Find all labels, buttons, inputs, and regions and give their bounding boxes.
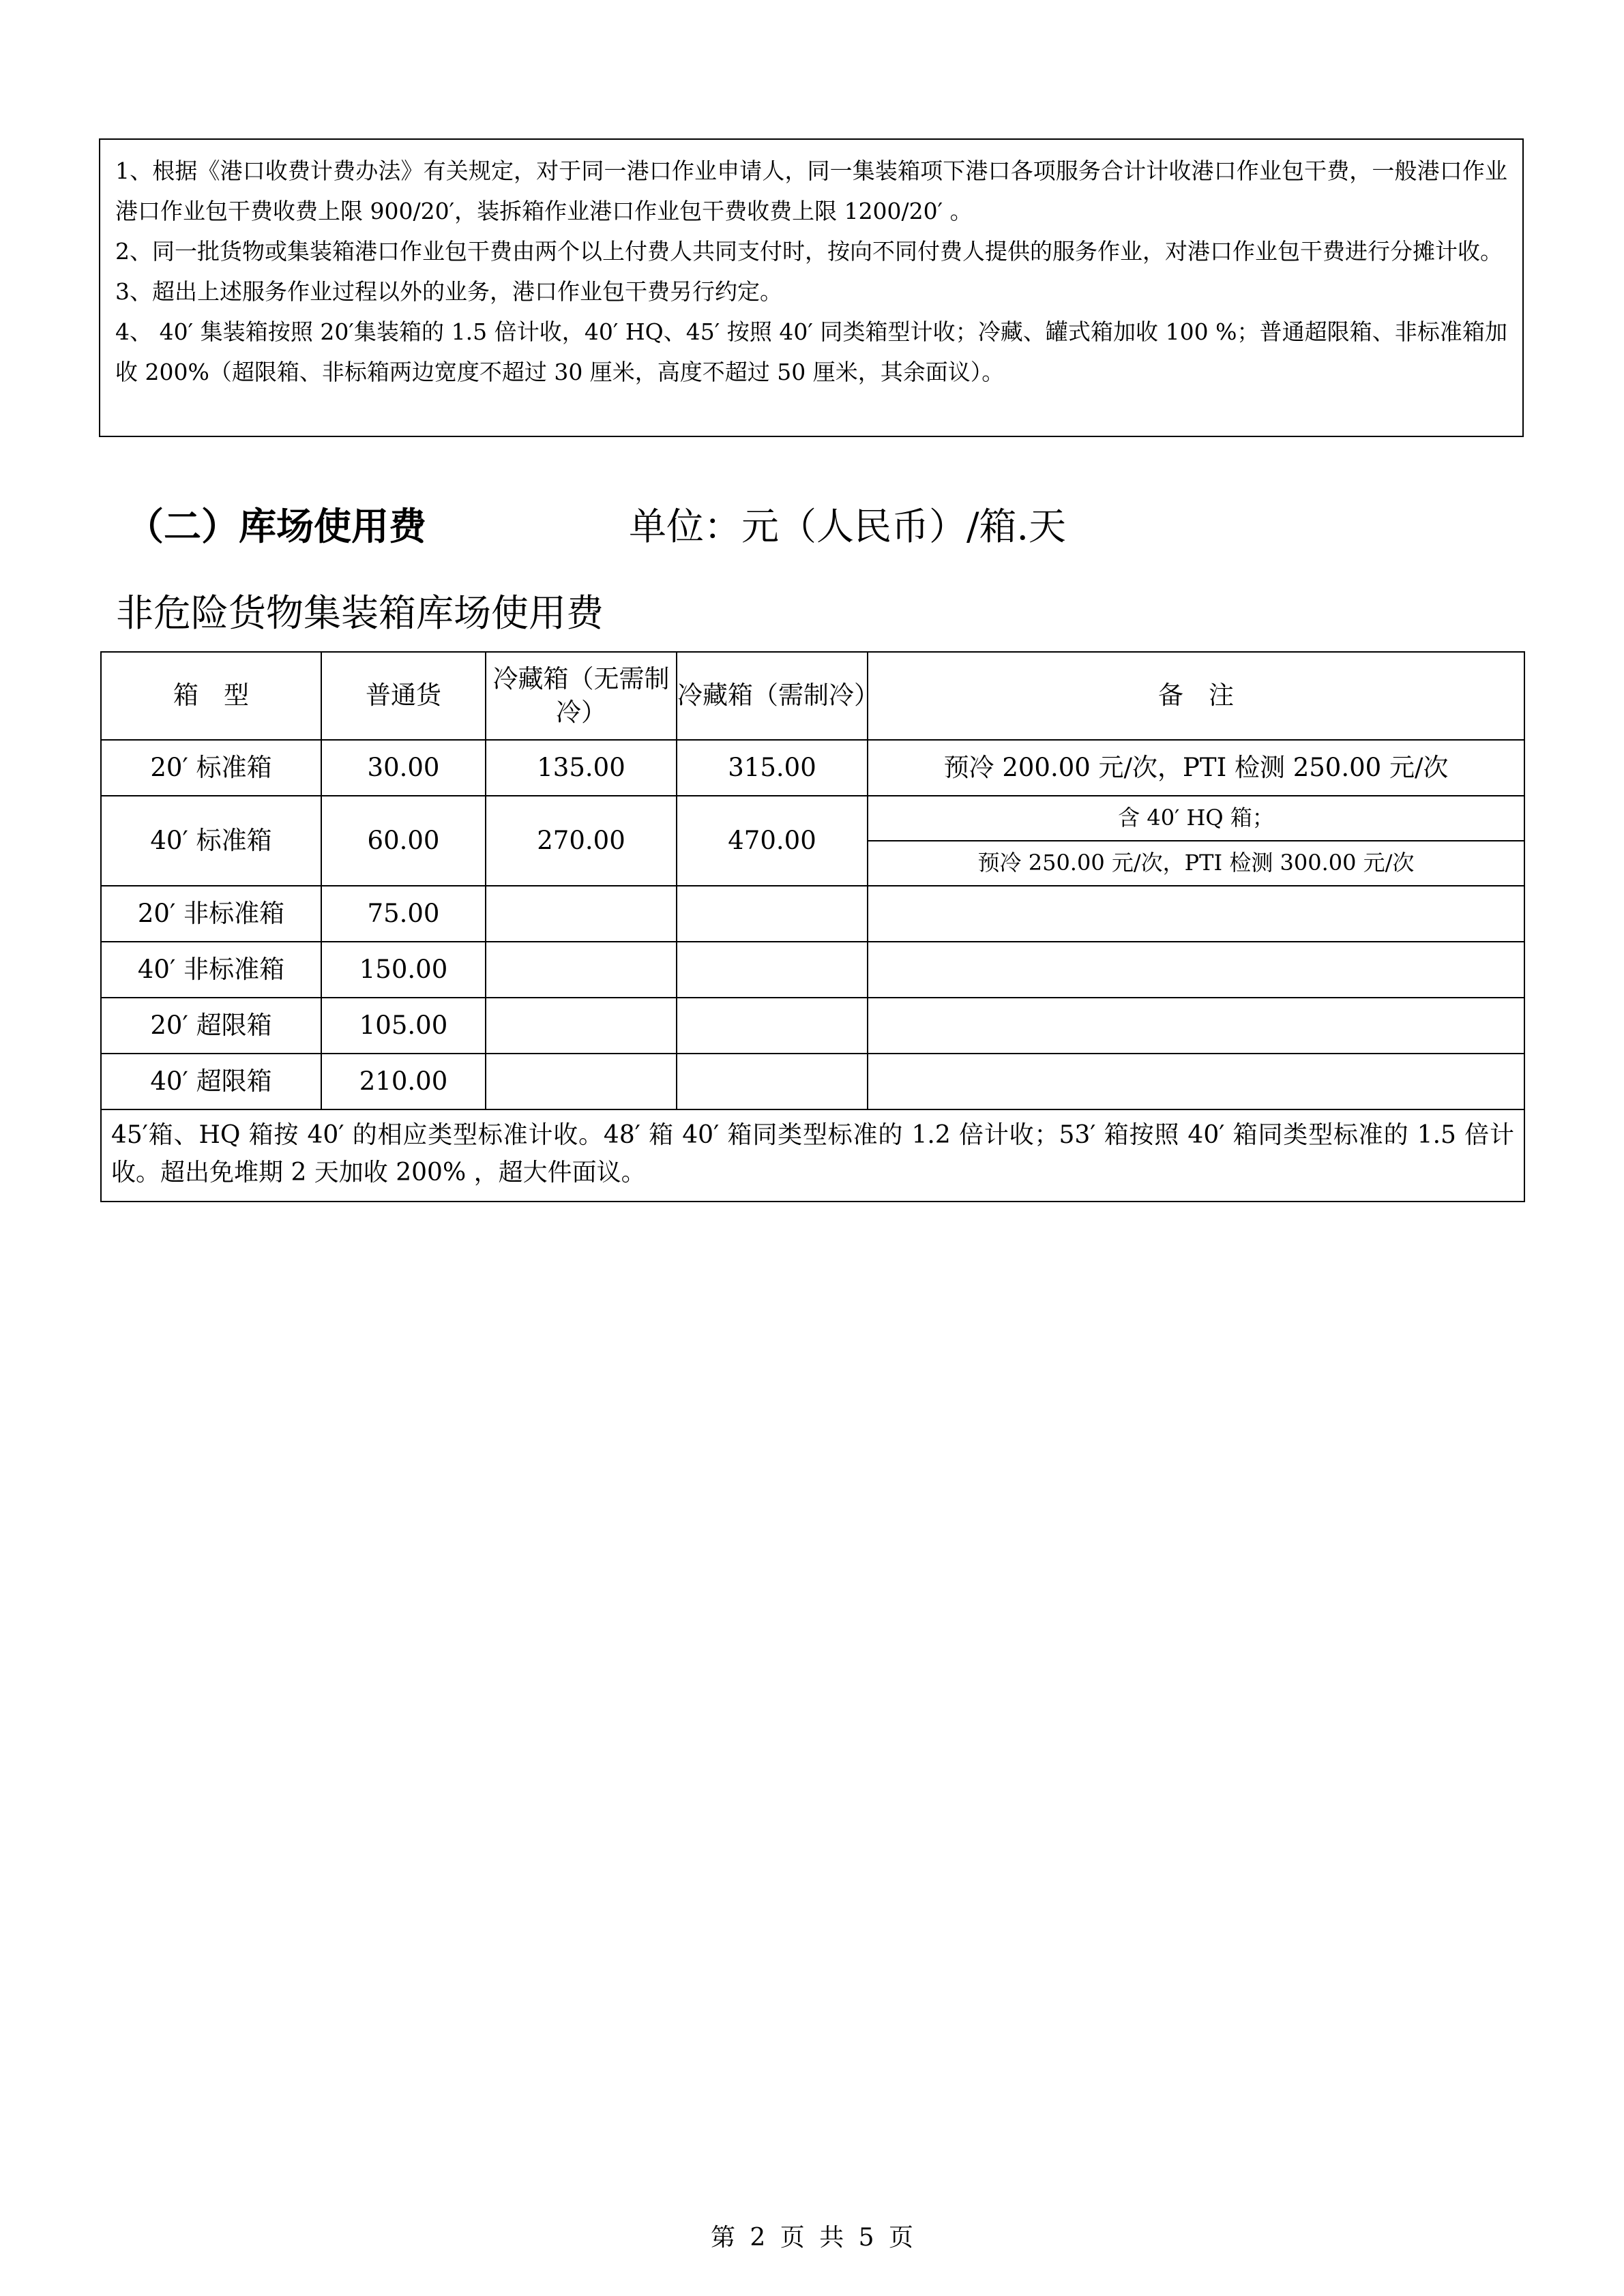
cell-empty [677,1054,868,1109]
header-general: 普通货 [321,652,486,740]
table-row [101,796,1524,841]
cell-general: 105.00 [321,998,486,1054]
cell-empty [486,1054,677,1109]
section-unit: 单位：元（人民币）/箱.天 [629,505,1067,548]
section-heading [113,496,1545,551]
table-row [101,942,1524,998]
table-subtitle: 非危险货物集装箱库场使用费 [116,591,604,635]
cell-box-type: 20′ 标准箱 [101,740,321,796]
note-3: 3、超出上述服务作业过程以外的业务，港口作业包干费另行约定。 [115,278,782,305]
cell-general: 75.00 [321,886,486,942]
cell-box-type: 40′ 非标准箱 [101,942,321,998]
cell-empty [677,998,868,1054]
table-row [101,886,1524,942]
section-title: （二）库场使用费 [126,505,427,548]
cell-empty [868,998,1524,1054]
cell-reefer-cooling: 315.00 [677,740,868,796]
cell-reefer-cooling: 470.00 [677,796,868,886]
table-row [101,998,1524,1054]
cell-empty [868,886,1524,942]
cell-box-type: 20′ 超限箱 [101,998,321,1054]
table-header-row [101,652,1524,740]
cell-box-type: 20′ 非标准箱 [101,886,321,942]
table-row [101,1054,1524,1109]
table-row [101,740,1524,796]
page-number: 第 2 页 共 5 页 [710,2224,914,2252]
note-2: 2、同一批货物或集装箱港口作业包干费由两个以上付费人共同支付时，按向不同付费人提供的服务作业，对港口作业包干费进行分摊计收。 [115,238,1503,265]
cell-empty [486,998,677,1054]
cell-remarks-line-1: 含 40′ HQ 箱； [868,796,1524,841]
cell-general: 150.00 [321,942,486,998]
cell-empty [677,886,868,942]
cell-reefer-no-cooling: 270.00 [486,796,677,886]
table-footnote-row [101,1109,1524,1202]
cell-general: 210.00 [321,1054,486,1109]
cell-empty [486,886,677,942]
note-1: 1、根据《港口收费计费办法》有关规定，对于同一港口作业申请人，同一集装箱项下港口各项服务合计计收港口作业包干费，一般港口作业港口作业包干费收费上限 900/20′，装拆箱作业港口作业包干费收费上限 1200/20′ 。 [115,158,1507,224]
cell-general: 60.00 [321,796,486,886]
header-remarks: 备 注 [868,652,1524,740]
header-box-type: 箱 型 [101,652,321,740]
fee-notes-box [99,138,1524,437]
cell-empty [677,942,868,998]
cell-general: 30.00 [321,740,486,796]
header-reefer-cooling: 冷藏箱（需制冷） [677,652,868,740]
header-reefer-no-cooling: 冷藏箱（无需制冷） [486,652,677,740]
cell-empty [486,942,677,998]
cell-reefer-no-cooling: 135.00 [486,740,677,796]
cell-box-type: 40′ 超限箱 [101,1054,321,1109]
table-footnote: 45′箱、HQ 箱按 40′ 的相应类型标准计收。48′ 箱 40′ 箱同类型标准的 1.2 倍计收；53′ 箱按照 40′ 箱同类型标准的 1.5 倍计收。超出免堆期 2 天加收 200% ，超大件面议。 [101,1109,1524,1202]
cell-remarks-line-2: 预冷 250.00 元/次，PTI 检测 300.00 元/次 [868,841,1524,886]
cell-empty [868,1054,1524,1109]
note-4: 4、 40′ 集装箱按照 20′集装箱的 1.5 倍计收，40′ HQ、45′ 按照 40′ 同类箱型计收；冷藏、罐式箱加收 100 %；普通超限箱、非标准箱加收 200%（超限箱、非标箱两边宽度不超过 30 厘米，高度不超过 50 厘米，其余面议）。 [115,318,1507,385]
cell-box-type: 40′ 标准箱 [101,796,321,886]
cell-empty [868,942,1524,998]
cell-remarks: 预冷 200.00 元/次，PTI 检测 250.00 元/次 [868,740,1524,796]
storage-fee-table [100,651,1525,1202]
